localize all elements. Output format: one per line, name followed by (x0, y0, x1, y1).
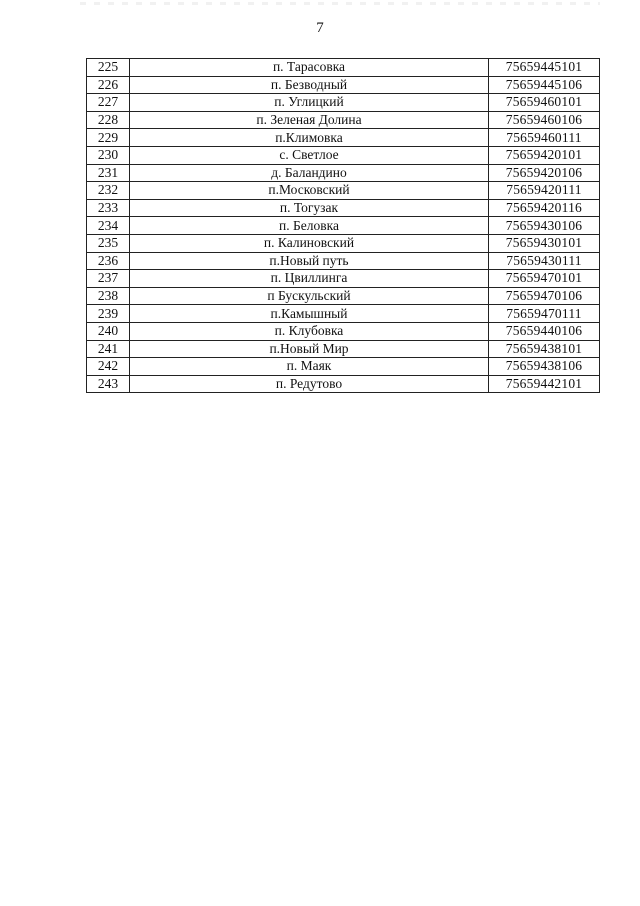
settlement-name: п.Московский (130, 182, 489, 200)
oktmo-code: 75659430111 (489, 252, 600, 270)
row-number: 229 (87, 129, 130, 147)
settlement-name: п.Камышный (130, 305, 489, 323)
settlement-name: п. Углицкий (130, 94, 489, 112)
table-row (87, 322, 600, 340)
row-number: 230 (87, 146, 130, 164)
table-row (87, 270, 600, 288)
table-row (87, 76, 600, 94)
settlement-name: д. Баландино (130, 164, 489, 182)
row-number: 235 (87, 234, 130, 252)
page-number: 7 (316, 20, 324, 36)
table-row (87, 252, 600, 270)
table-row (87, 375, 600, 393)
row-number: 243 (87, 375, 130, 393)
row-number: 240 (87, 322, 130, 340)
settlement-name: п. Цвиллинга (130, 270, 489, 288)
table-row (87, 305, 600, 323)
row-number: 226 (87, 76, 130, 94)
table-row (87, 182, 600, 200)
table-row (87, 94, 600, 112)
table-row (87, 199, 600, 217)
settlement-name: п Бускульский (130, 287, 489, 305)
row-number: 236 (87, 252, 130, 270)
oktmo-code: 75659440106 (489, 322, 600, 340)
oktmo-code: 75659470101 (489, 270, 600, 288)
settlement-name: п. Калиновский (130, 234, 489, 252)
settlement-name: п. Маяк (130, 358, 489, 376)
settlement-name: п. Тарасовка (130, 59, 489, 77)
settlement-name: п. Редутово (130, 375, 489, 393)
oktmo-code: 75659460101 (489, 94, 600, 112)
settlement-name: п. Зеленая Долина (130, 111, 489, 129)
settlement-name: п. Клубовка (130, 322, 489, 340)
table-row (87, 129, 600, 147)
row-number: 233 (87, 199, 130, 217)
row-number: 225 (87, 59, 130, 77)
settlement-name: п. Беловка (130, 217, 489, 235)
oktmo-code: 75659438106 (489, 358, 600, 376)
table-row (87, 146, 600, 164)
row-number: 239 (87, 305, 130, 323)
table-row (87, 217, 600, 235)
oktmo-code: 75659430101 (489, 234, 600, 252)
scan-artifact (80, 2, 600, 5)
table-row (87, 340, 600, 358)
row-number: 231 (87, 164, 130, 182)
oktmo-code: 75659460106 (489, 111, 600, 129)
settlement-name: п.Новый путь (130, 252, 489, 270)
settlement-name: с. Светлое (130, 146, 489, 164)
oktmo-code: 75659470106 (489, 287, 600, 305)
oktmo-code: 75659470111 (489, 305, 600, 323)
oktmo-code: 75659445106 (489, 76, 600, 94)
oktmo-code: 75659420101 (489, 146, 600, 164)
oktmo-code: 75659438101 (489, 340, 600, 358)
settlements-table-container (86, 58, 600, 393)
oktmo-code: 75659420116 (489, 199, 600, 217)
oktmo-code: 75659460111 (489, 129, 600, 147)
table-row (87, 234, 600, 252)
table-row (87, 358, 600, 376)
oktmo-code: 75659420106 (489, 164, 600, 182)
settlement-name: п.Климовка (130, 129, 489, 147)
oktmo-code: 75659430106 (489, 217, 600, 235)
row-number: 242 (87, 358, 130, 376)
oktmo-code: 75659445101 (489, 59, 600, 77)
settlement-name: п. Тогузак (130, 199, 489, 217)
row-number: 234 (87, 217, 130, 235)
table-row (87, 59, 600, 77)
settlement-name: п.Новый Мир (130, 340, 489, 358)
settlement-name: п. Безводный (130, 76, 489, 94)
row-number: 227 (87, 94, 130, 112)
row-number: 241 (87, 340, 130, 358)
row-number: 228 (87, 111, 130, 129)
row-number: 238 (87, 287, 130, 305)
table-body (87, 59, 600, 393)
table-row (87, 287, 600, 305)
settlements-table (86, 58, 600, 393)
table-row (87, 164, 600, 182)
oktmo-code: 75659420111 (489, 182, 600, 200)
oktmo-code: 75659442101 (489, 375, 600, 393)
row-number: 237 (87, 270, 130, 288)
row-number: 232 (87, 182, 130, 200)
table-row (87, 111, 600, 129)
